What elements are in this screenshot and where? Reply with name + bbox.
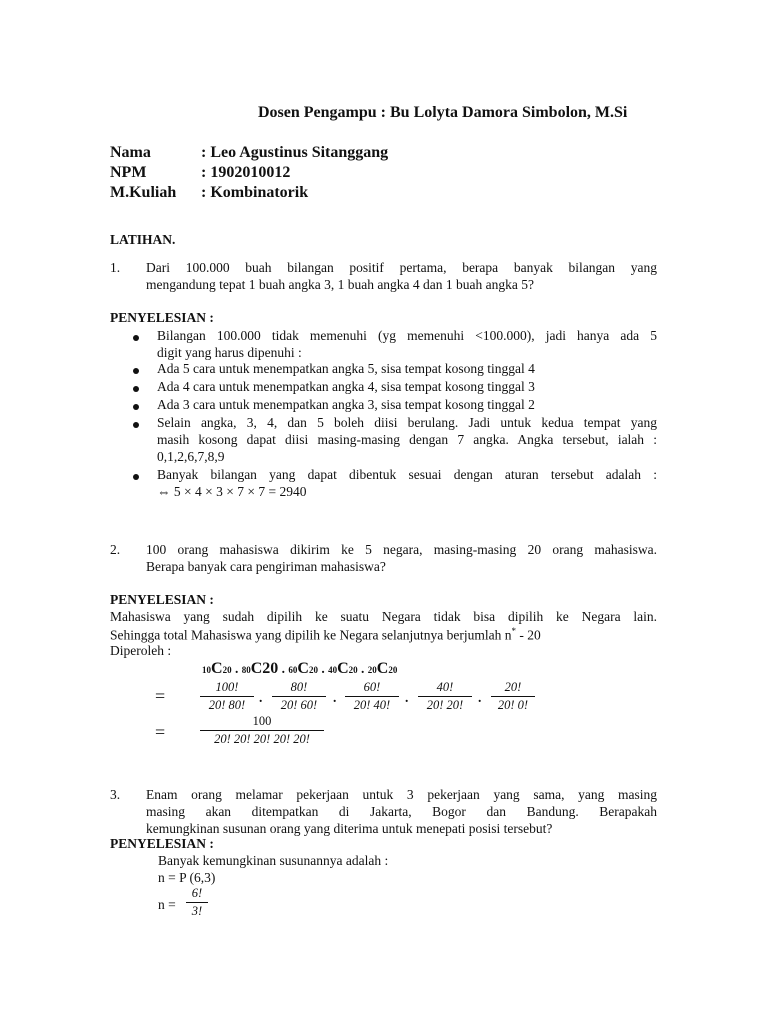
fraction: $\frac{80!}{20! 60!}$ bbox=[272, 680, 326, 713]
dot-operator: . bbox=[333, 690, 337, 705]
q1-bullet5-line3: 0,1,2,6,7,8,9 bbox=[157, 449, 225, 464]
q2-text2: Sehingga total Mahasiswa yang dipilih ke Negara selanjutnya berjumlah n* - 20 bbox=[110, 626, 541, 643]
dot-operator: . bbox=[405, 690, 409, 705]
fraction: $\frac{60!}{20! 40!}$ bbox=[345, 680, 399, 713]
combination-term: 60C20 . bbox=[288, 660, 329, 677]
q1-bullet6-line2: ⇔ 5 × 4 × 3 × 7 × 7 = 2940 bbox=[157, 484, 307, 499]
combination-term: 80C20 . bbox=[241, 660, 289, 677]
final-fraction: $\frac{100}{20! 20! 20! 20! 20!}$ bbox=[200, 714, 324, 747]
course-value: : Kombinatorik bbox=[201, 184, 309, 201]
combination-term: 10C20 . bbox=[202, 660, 242, 677]
q2-number: 2. bbox=[110, 542, 121, 557]
npm-label: NPM bbox=[110, 164, 147, 181]
dot-operator: . bbox=[478, 690, 482, 705]
q2-text-line2: Berapa banyak cara pengiriman mahasiswa? bbox=[146, 559, 386, 574]
q2-text1: Mahasiswa yang sudah dipilih ke suatu Negara tidak bisa dipilih ke Negara lain. bbox=[110, 609, 657, 624]
q1-number: 1. bbox=[110, 260, 121, 275]
fraction: $\frac{20!}{20! 0!}$ bbox=[491, 680, 535, 713]
q3-equation2-lhs: n = bbox=[158, 897, 176, 912]
equals-sign: = bbox=[155, 686, 166, 706]
q1-bullet5-line2: masih kosong dapat diisi masing-masing dengan 7 angka. Angka tersebut, ialah : bbox=[157, 432, 657, 447]
q1-bullet6-line1: Banyak bilangan yang dapat dibentuk sesuai dengan aturan tersebut adalah : bbox=[157, 467, 657, 482]
q3-text-line3: kemungkinan susunan orang yang diterima untuk menepati posisi tersebut? bbox=[146, 821, 553, 836]
course-label: M.Kuliah bbox=[110, 184, 177, 201]
q3-number: 3. bbox=[110, 787, 121, 802]
npm-value: : 1902010012 bbox=[201, 164, 291, 181]
q3-text-line1: Enam orang melamar pekerjaan untuk 3 pekerjaan yang sama, yang masing bbox=[146, 787, 657, 802]
fraction: $\frac{100!}{20! 80!}$ bbox=[200, 680, 254, 713]
q3-solution-title: PENYELESIAN : bbox=[110, 836, 214, 851]
q1-bullet3: Ada 4 cara untuk menempatkan angka 4, sisa tempat kosong tinggal 3 bbox=[157, 379, 535, 394]
q1-bullet1-line1: Bilangan 100.000 tidak memenuhi (yg memenuhi <100.000), jadi hanya ada 5 bbox=[157, 328, 657, 343]
q1-solution-title: PENYELESIAN : bbox=[110, 310, 214, 325]
name-label: Nama bbox=[110, 144, 151, 161]
bullet-icon bbox=[133, 474, 139, 480]
bullet-icon bbox=[133, 335, 139, 341]
equals-sign: = bbox=[155, 722, 166, 742]
q3-fraction: $\frac{6!}{3!}$ bbox=[186, 886, 208, 919]
q1-bullet4: Ada 3 cara untuk menempatkan angka 3, sisa tempat kosong tinggal 2 bbox=[157, 397, 535, 412]
q1-text-line2: mengandung tepat 1 buah angka 3, 1 buah angka 4 dan 1 buah angka 5? bbox=[146, 277, 535, 292]
combination-term: 40C20 . bbox=[328, 660, 368, 677]
q2-text-line1: 100 orang mahasiswa dikirim ke 5 negara, masing-masing 20 orang mahasiswa. bbox=[146, 542, 657, 557]
q2-diperoleh: Diperoleh : bbox=[110, 643, 172, 658]
q1-bullet2: Ada 5 cara untuk menempatkan angka 5, sisa tempat kosong tinggal 4 bbox=[157, 361, 535, 376]
combination-term: 20C20 bbox=[367, 660, 398, 677]
combination-expression bbox=[202, 660, 397, 678]
section-title: LATIHAN. bbox=[110, 232, 176, 247]
q2-solution-title: PENYELESIAN : bbox=[110, 592, 214, 607]
q3-text-line2: masing akan ditempatkan di Jakarta, Bogor dan Bandung. Berapakah bbox=[146, 804, 657, 819]
bullet-icon bbox=[133, 422, 139, 428]
bullet-icon bbox=[133, 404, 139, 410]
q1-bullet1-line2: digit yang harus dipenuhi : bbox=[157, 345, 302, 360]
fraction: $\frac{40!}{20! 20!}$ bbox=[418, 680, 472, 713]
bullet-icon bbox=[133, 368, 139, 374]
q1-bullet5-line1: Selain angka, 3, 4, dan 5 boleh diisi berulang. Jadi untuk kedua tempat yang bbox=[157, 415, 657, 430]
q1-text-line1: Dari 100.000 buah bilangan positif pertama, berapa banyak bilangan yang bbox=[146, 260, 657, 275]
lecturer-line: Dosen Pengampu : Bu Lolyta Damora Simbolon, M.Si bbox=[258, 104, 628, 121]
bullet-icon bbox=[133, 386, 139, 392]
q3-text: Banyak kemungkinan susunannya adalah : bbox=[158, 853, 389, 868]
name-value: : Leo Agustinus Sitanggang bbox=[201, 144, 389, 161]
q3-equation1: n = P (6,3) bbox=[158, 870, 216, 885]
dot-operator: . bbox=[259, 690, 263, 705]
